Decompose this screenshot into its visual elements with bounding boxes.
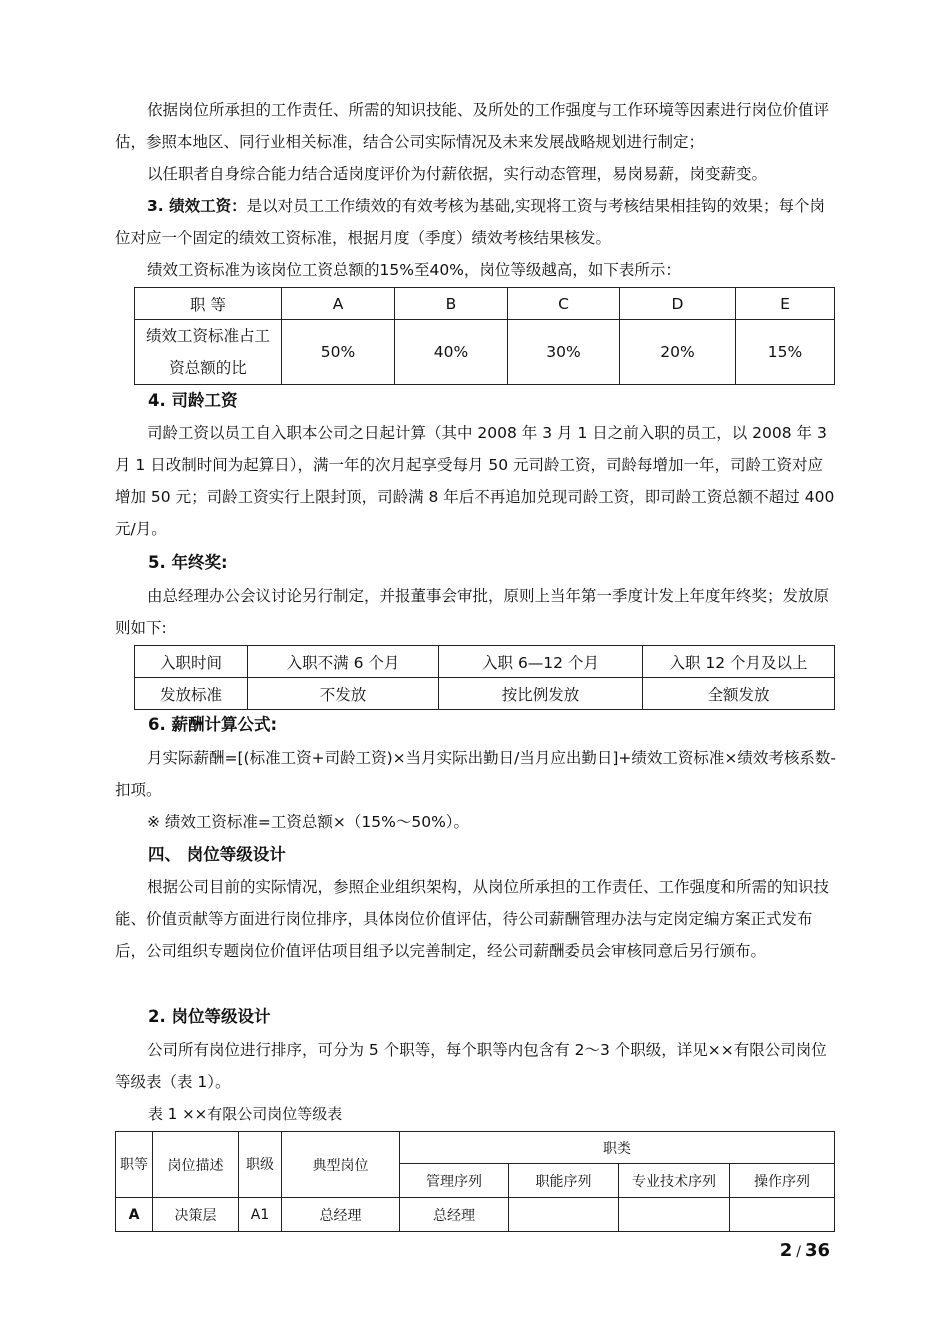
table-cell: 入职不满 6 个月 — [248, 646, 439, 678]
table-caption: 表 1 ××有限公司岗位等级表 — [148, 1105, 343, 1123]
table-header-cell: B — [395, 288, 508, 320]
table-cell: 30% — [508, 320, 620, 385]
heading-section-four: 四、 岗位等级设计 — [148, 845, 286, 864]
bonus-table — [134, 645, 835, 710]
table-header-cell: A — [282, 288, 395, 320]
table-cell: A — [116, 1198, 153, 1232]
table-cell: 50% — [282, 320, 395, 385]
heading-performance-pay: 3. 绩效工资： — [147, 197, 247, 215]
paragraph-pay-basis: 以任职者自身综合能力结合适岗度评价为付薪依据，实行动态管理，易岗易薪，岗变薪变。 — [147, 165, 768, 183]
table-row-label: 绩效工资标准占工资总额的比 — [135, 320, 282, 385]
paragraph-performance-pay — [115, 190, 837, 254]
table-header-grade: 职等 — [116, 1132, 153, 1198]
table-header-cell: 管理序列 — [400, 1164, 509, 1198]
table-header-cell: 职能序列 — [509, 1164, 619, 1198]
table-header-cell: D — [620, 288, 736, 320]
paragraph-job-ranking: 根据公司目前的实际情况，参照企业组织架构，从岗位所承担的工作责任、工作强度和所需的知识技能、价值贡献等方面进行岗位排序，具体岗位价值评估，待公司薪酬管理办法与定岗定编方案正式发布后，公司组织专题岗位价值评估项目组予以完善制定，经公司薪酬委员会审核同意后另行颁布。 — [115, 878, 830, 960]
paragraph-job-value: 依据岗位所承担的工作责任、所需的知识技能、及所处的工作强度与工作环境等因素进行岗位价值评估，参照本地区、同行业相关标准，结合公司实际情况及未来发展战略规划进行制定； — [115, 101, 830, 151]
table-header-cell: 专业技术序列 — [619, 1164, 730, 1198]
table-header-cell: 职 等 — [135, 288, 282, 320]
table-header-typical: 典型岗位 — [282, 1132, 400, 1198]
table-cell — [730, 1198, 835, 1232]
table-header-cell: 操作序列 — [730, 1164, 835, 1198]
table-cell: 不发放 — [248, 678, 439, 710]
page-separator: / — [796, 1244, 801, 1260]
table-cell: 40% — [395, 320, 508, 385]
table-cell: 按比例发放 — [439, 678, 643, 710]
performance-pay-text: 是以对员工工作绩效的有效考核为基础,实现将工资与考核结果相挂钩的效果；每个岗位对应一个固定的绩效工资标准，根据月度（季度）绩效考核结果核发。 — [115, 197, 826, 247]
paragraph-performance-standard: 绩效工资标准为该岗位工资总额的15%至40%，岗位等级越高，如下表所示： — [147, 261, 681, 279]
paragraph-performance-formula: ※ 绩效工资标准=工资总额×（15%～50%）。 — [147, 813, 470, 831]
table-cell: A1 — [239, 1198, 282, 1232]
paragraph-pay-formula: 月实际薪酬=[(标准工资+司龄工资)×当月实际出勤日/当月应出勤日]+绩效工资标准×绩效考核系数-扣项。 — [115, 749, 836, 799]
page-total: 36 — [804, 1240, 830, 1261]
paragraph-seniority-pay: 司龄工资以员工自入职本公司之日起计算（其中 2008 年 3 月 1 日之前入职的员工，以 2008 年 3 月 1 日改制时间为起算日），满一年的次月起享受每月 50 元司龄工资，司龄每增加一年，司龄工资对应增加 50 元；司龄工资实行上限封顶，司龄满 8 年后不再追加兑现司龄工资，即司龄工资总额不超过 400 元/月。 — [115, 424, 835, 538]
table-header-cell: E — [736, 288, 835, 320]
paragraph-year-end-bonus: 由总经理办公会议讨论另行制定，并报董事会审批，原则上当年第一季度计发上年度年终奖；发放原则如下: — [115, 587, 830, 637]
table-cell: 入职 6—12 个月 — [439, 646, 643, 678]
table-header-level: 职级 — [239, 1132, 282, 1198]
table-cell: 20% — [620, 320, 736, 385]
heading-grade-design: 2. 岗位等级设计 — [148, 1007, 271, 1026]
grade-table — [115, 1131, 835, 1232]
page-current: 2 — [779, 1240, 793, 1261]
performance-pay-table — [134, 287, 835, 385]
table-cell: 入职时间 — [135, 646, 248, 678]
heading-pay-formula: 6. 薪酬计算公式: — [148, 715, 278, 734]
table-cell: 决策层 — [153, 1198, 239, 1232]
table-cell: 发放标准 — [135, 678, 248, 710]
page-number — [780, 1240, 830, 1261]
table-cell: 全额发放 — [643, 678, 835, 710]
table-cell — [509, 1198, 619, 1232]
table-cell: 总经理 — [400, 1198, 509, 1232]
heading-year-end-bonus: 5. 年终奖: — [148, 553, 228, 572]
table-header-description: 岗位描述 — [153, 1132, 239, 1198]
heading-seniority-pay: 4. 司龄工资 — [148, 391, 238, 410]
paragraph-grade-design: 公司所有岗位进行排序，可分为 5 个职等，每个职等内包含有 2～3 个职级，详见××有限公司岗位等级表（表 1）。 — [115, 1041, 827, 1091]
table-cell: 15% — [736, 320, 835, 385]
table-cell — [619, 1198, 730, 1232]
table-cell: 入职 12 个月及以上 — [643, 646, 835, 678]
table-header-cell: C — [508, 288, 620, 320]
table-cell: 总经理 — [282, 1198, 400, 1232]
table-header-category: 职类 — [400, 1132, 835, 1164]
